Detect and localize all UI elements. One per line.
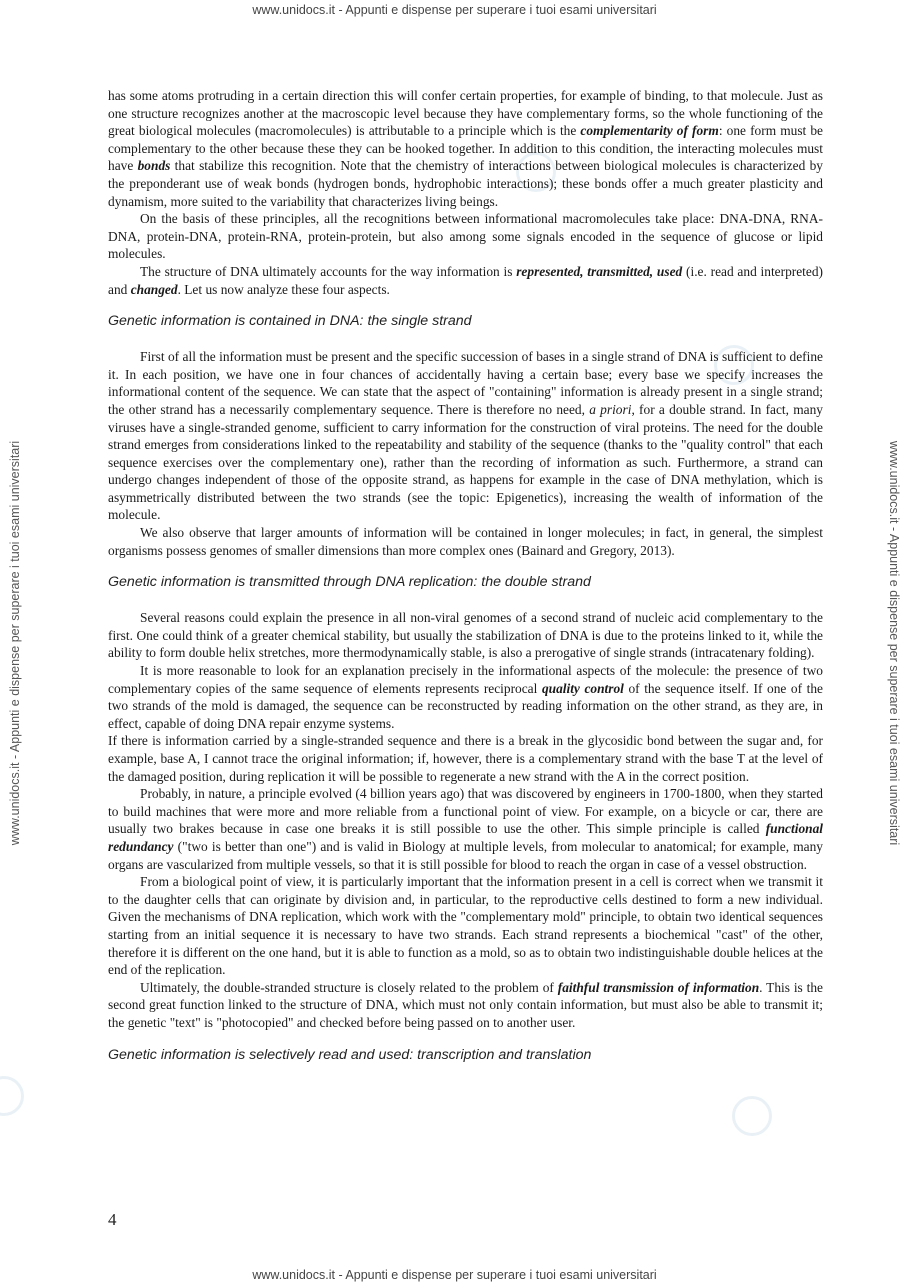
paragraph: Ultimately, the double-stranded structure is closely related to the problem of faithful transmission of information. This is the second great function linked to the structure of DNA, which must not only contain information, but must also be able to transmit it; the genetic "text" is "photocopied" and checked before being passed on to another user. [108, 979, 823, 1030]
watermark-banner-bottom: www.unidocs.it - Appunti e dispense per superare i tuoi esami universitari [252, 1268, 657, 1282]
paragraph: Several reasons could explain the presence in all non-viral genomes of a second strand of nucleic acid complementary to the first. One could think of a greater chemical stability, but usually the stabilization of DNA is due to the proteins linked to it, while the ability to form double helix stretches, more thermodynamically stable, is also a prerogative of single strands (intracatenary folding). [108, 610, 823, 661]
term-functional-redundancy: functional redundancy [108, 821, 823, 854]
paragraph: has some atoms protruding in a certain direction this will confer certain properties, for example of binding, to that molecule. Just as one structure recognizes another at the macroscopic level because they have complementary forms, so the whole functioning of the great biological molecules (macromolecules) is attributable to a principle which is the complementarity of form: one form must be complementary to the other because these they can be hooked together. In addition to this condition, the interacting molecules must have bonds that stabilize this recognition. Note that the chemistry of interactions between biological molecules is characterized by the preponderant use of weak bonds (hydrogen bonds, hydrophobic interactions); these bonds offer a much greater plasticity and dynamism, more suited to the variability that characterizes living beings. [108, 88, 824, 209]
paragraph: First of all the information must be present and the specific succession of bases in a single strand of DNA is sufficient to define it. In each position, we have one in four chances of accidentally having a certain base; every base we specify increases the informational content of the sequence. We can state that the aspect of "containing" information is already present in a single strand; the other strand has a necessarily complementary sequence. There is therefore no need, a priori, for a double strand. In fact, many viruses have a single-stranded genome, sufficient to carry information for the construction of viral proteins. The need for the double strand emerges from considerations linked to the repeatability and stability of the sequence (thanks to the "quality control" that each sequence exercises over the complementary one), rather than the recording of information as such. Furthermore, a strand can undergo changes independent of those of the opposite strand, as happens for example in the case of DNA methylation, which is asymmetrically distributed between the two strands (see the topic: Epigenetics), increasing the wealth of information of the molecule. [108, 349, 823, 523]
term-quality-control: quality control [541, 680, 624, 696]
term-complementarity-of-form: complementarity of form [580, 123, 719, 139]
paragraph: Probably, in nature, a principle evolved (4 billion years ago) that was discovered by engineers in 1700-1800, when they started to build machines that were more and more reliable from a functional point of view. For example, on a bicycle or car, there are usually two brakes because in case one breaks it is still possible to use the other. This simple principle is called functional redundancy ("two is better than one") and is valid in Biology at multiple levels, from molecular to anatomical; for example, many organs are vascularized from multiple vessels, so that it is still possible for blood to reach the organ in case of a vessel obstruction. [108, 786, 823, 872]
watermark-side-left: www.unidocs.it - Appunti e dispense per superare i tuoi esami universitari [8, 440, 22, 846]
term-a-priori: a priori [589, 401, 632, 417]
paragraph: On the basis of these principles, all the recognitions between informational macromolecules take place: DNA-DNA, RNA-DNA, protein-DNA, protein-RNA, protein-protein, but also among some signals encoded in the sequence of glucose or lipid molecules. [108, 211, 823, 262]
section-heading: Genetic information is contained in DNA: the single strand [108, 313, 472, 330]
watermark-side-right: www.unidocs.it - Appunti e dispense per superare i tuoi esami universitari [887, 440, 901, 846]
paragraph: From a biological point of view, it is particularly important that the information present in a cell is correct when we transmit it to the daughter cells that can originate by division and, in particular, to the reproductive cells destined to form a new individual. Given the mechanisms of DNA replication, which work with the "complementary mold" principle, to obtain two identical sequences starting from an initial sequence it is necessary to have two strands. Each strand represents a biochemical "cast" of the other, therefore it is different on the one hand, but it is able to function as a mold, so as to obtain two indistinguishable double helices at the end of the replication. [108, 874, 823, 978]
paragraph: If there is information carried by a single-stranded sequence and there is a break in the glycosidic bond between the sugar and, for example, base A, I cannot trace the original information; if, however, there is a complementary strand with the base T at the level of the damaged position, during replication it will be possible to regenerate a new strand with the A in the correct position. [108, 733, 823, 784]
page-number: 4 [108, 1210, 117, 1229]
paragraph: We also observe that larger amounts of information will be contained in longer molecules; in fact, in general, the simplest organisms possess genomes of smaller dimensions than more complex ones (Bainard and Gregory, 2013). [108, 525, 823, 558]
term-changed: changed [130, 281, 178, 297]
watermark-banner-top: www.unidocs.it - Appunti e dispense per superare i tuoi esami universitari [252, 3, 657, 17]
document-body [108, 87, 823, 1082]
term-represented-transmitted-used: represented, transmitted, used [516, 263, 683, 279]
watermark-logo-icon [732, 1096, 772, 1136]
section-heading: Genetic information is selectively read and used: transcription and translation [108, 1046, 592, 1063]
paragraph: It is more reasonable to look for an explanation precisely in the informational aspects of the molecule: the presence of two complementary copies of the same sequence of elements represents reciprocal quality control of the sequence itself. If one of the two strands of the mold is damaged, the sequence can be reconstructed by reading information on the other strand, as they are, in effect, capable of doing DNA repair enzyme systems. [108, 663, 824, 731]
watermark-logo-icon [0, 1076, 24, 1116]
term-faithful-transmission: faithful transmission of information [557, 979, 760, 995]
section-heading: Genetic information is transmitted through DNA replication: the double strand [108, 574, 591, 591]
paragraph: The structure of DNA ultimately accounts for the way information is represented, transmitted, used (i.e. read and interpreted) and changed. Let us now analyze these four aspects. [108, 263, 823, 297]
term-bonds: bonds [137, 158, 171, 174]
